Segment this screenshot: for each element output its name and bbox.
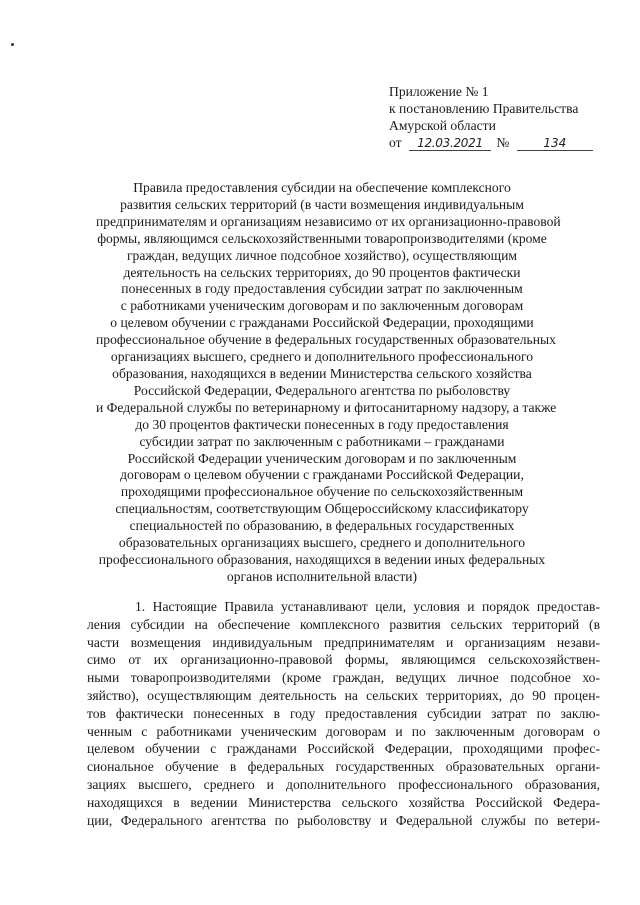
body-line: сиональное обучение в федеральных государственных образовательных органи-	[87, 759, 600, 775]
body-line: ления субсидии на обеспечение комплексного развития сельских территорий (в	[87, 616, 600, 632]
handwritten-date: 12.03.2021	[409, 137, 491, 151]
paragraph-1	[87, 598, 600, 829]
body-line: части возмещения индивидуальным предпринимателям и организациям незави-	[87, 634, 600, 650]
title-line: организациях высшего, среднего и дополнительного профессионального	[110, 349, 534, 365]
body-line: тов фактически понесенных в году предоставления субсидии затрат по заклю-	[87, 705, 600, 721]
title-line: профессионального образования, находящихся в ведении иных федеральных	[98, 551, 546, 567]
body-line: 1. Настоящие Правила устанавливают цели, условия и порядок предостав-	[135, 599, 600, 614]
title-line: и Федеральной службы по ветеринарному и фитосанитарному надзору, а также	[96, 399, 557, 415]
handwritten-number: 134	[517, 137, 593, 151]
title-line: понесенных в году предоставления субсидии затрат по заключенным	[121, 281, 523, 297]
date-from-label: от	[389, 135, 402, 150]
scan-speck	[11, 43, 14, 46]
body-line: ными товаропроизводителями (кроме граждан, ведущих личное подсобное хо-	[87, 670, 600, 686]
title-line: специальностей по образованию, в федеральных государственных	[129, 518, 515, 534]
title-line: проходящими профессиональное обучение по сельскохозяйственным	[120, 484, 524, 500]
appendix-region: Амурской области	[389, 118, 496, 133]
title-line: до 30 процентов фактически понесенных в году предоставления	[135, 416, 509, 432]
appendix-date-line	[389, 134, 629, 151]
title-line: договорам о целевом обучении с гражданами Российской Федерации,	[120, 467, 524, 483]
title-line: деятельность на сельских территориях, до 90 процентов фактически	[123, 264, 521, 280]
title-line: субсидии затрат по заключенным с работниками – гражданами	[139, 433, 505, 449]
title-line: развития сельских территорий (в части возмещения индивидуальным	[120, 196, 524, 212]
body-line: ции, Федерального агентства по рыболовству и Федеральной службы по ветери-	[87, 812, 600, 828]
title-line: о целевом обучении с гражданами Российской Федерации, проходящими	[110, 315, 534, 331]
appendix-header	[389, 83, 629, 151]
title-line: Российской Федерации ученическим договорам и по заключенным	[127, 450, 517, 466]
title-line: образования, находящихся в ведении Министерства сельского хозяйства	[112, 365, 532, 381]
title-line: Российской Федерации, Федерального агентства по рыболовству	[133, 382, 511, 398]
body-line: целевом обучении с гражданами Российской Федерации, проходящими профес-	[87, 741, 600, 757]
document-title	[96, 180, 561, 586]
body-line: симо от их организационно-правовой формы, являющимся сельскохозяйствен-	[87, 652, 600, 668]
title-line: формы, являющимся сельскохозяйственными товаропроизводителями (кроме	[97, 230, 547, 246]
title-line: с работниками ученическим договорам и по заключенным договорам	[120, 298, 524, 314]
title-line: органов исполнительной власти)	[226, 568, 418, 584]
appendix-resolution: к постановлению Правительства	[389, 101, 579, 116]
title-line: образовательных организациях высшего, среднего и дополнительного	[118, 535, 526, 551]
body-line: ченным с работниками ученическим договорам и по заключенным договорам о	[87, 723, 600, 739]
title-line: граждан, ведущих личное подсобное хозяйство), осуществляющим	[126, 247, 517, 263]
body-line: зяйство), осуществляющим деятельность на сельских территориях, до 90 процен-	[87, 687, 600, 703]
appendix-number: Приложение № 1	[389, 84, 489, 99]
body-line: находящихся в ведении Министерства сельского хозяйства Российской Федера-	[87, 794, 600, 810]
number-label: №	[496, 135, 510, 150]
title-line: специальностям, соответствующим Общероссийскому классификатору	[115, 501, 529, 517]
body-line: зациях высшего, среднего и дополнительного профессионального образования,	[87, 776, 600, 792]
title-line: профессиональное обучение в федеральных государственных образовательных	[96, 332, 556, 348]
title-line: Правила предоставления субсидии на обеспечение комплексного	[133, 180, 511, 195]
title-line: предпринимателям и организациям независимо от их организационно-правовой	[96, 213, 561, 229]
